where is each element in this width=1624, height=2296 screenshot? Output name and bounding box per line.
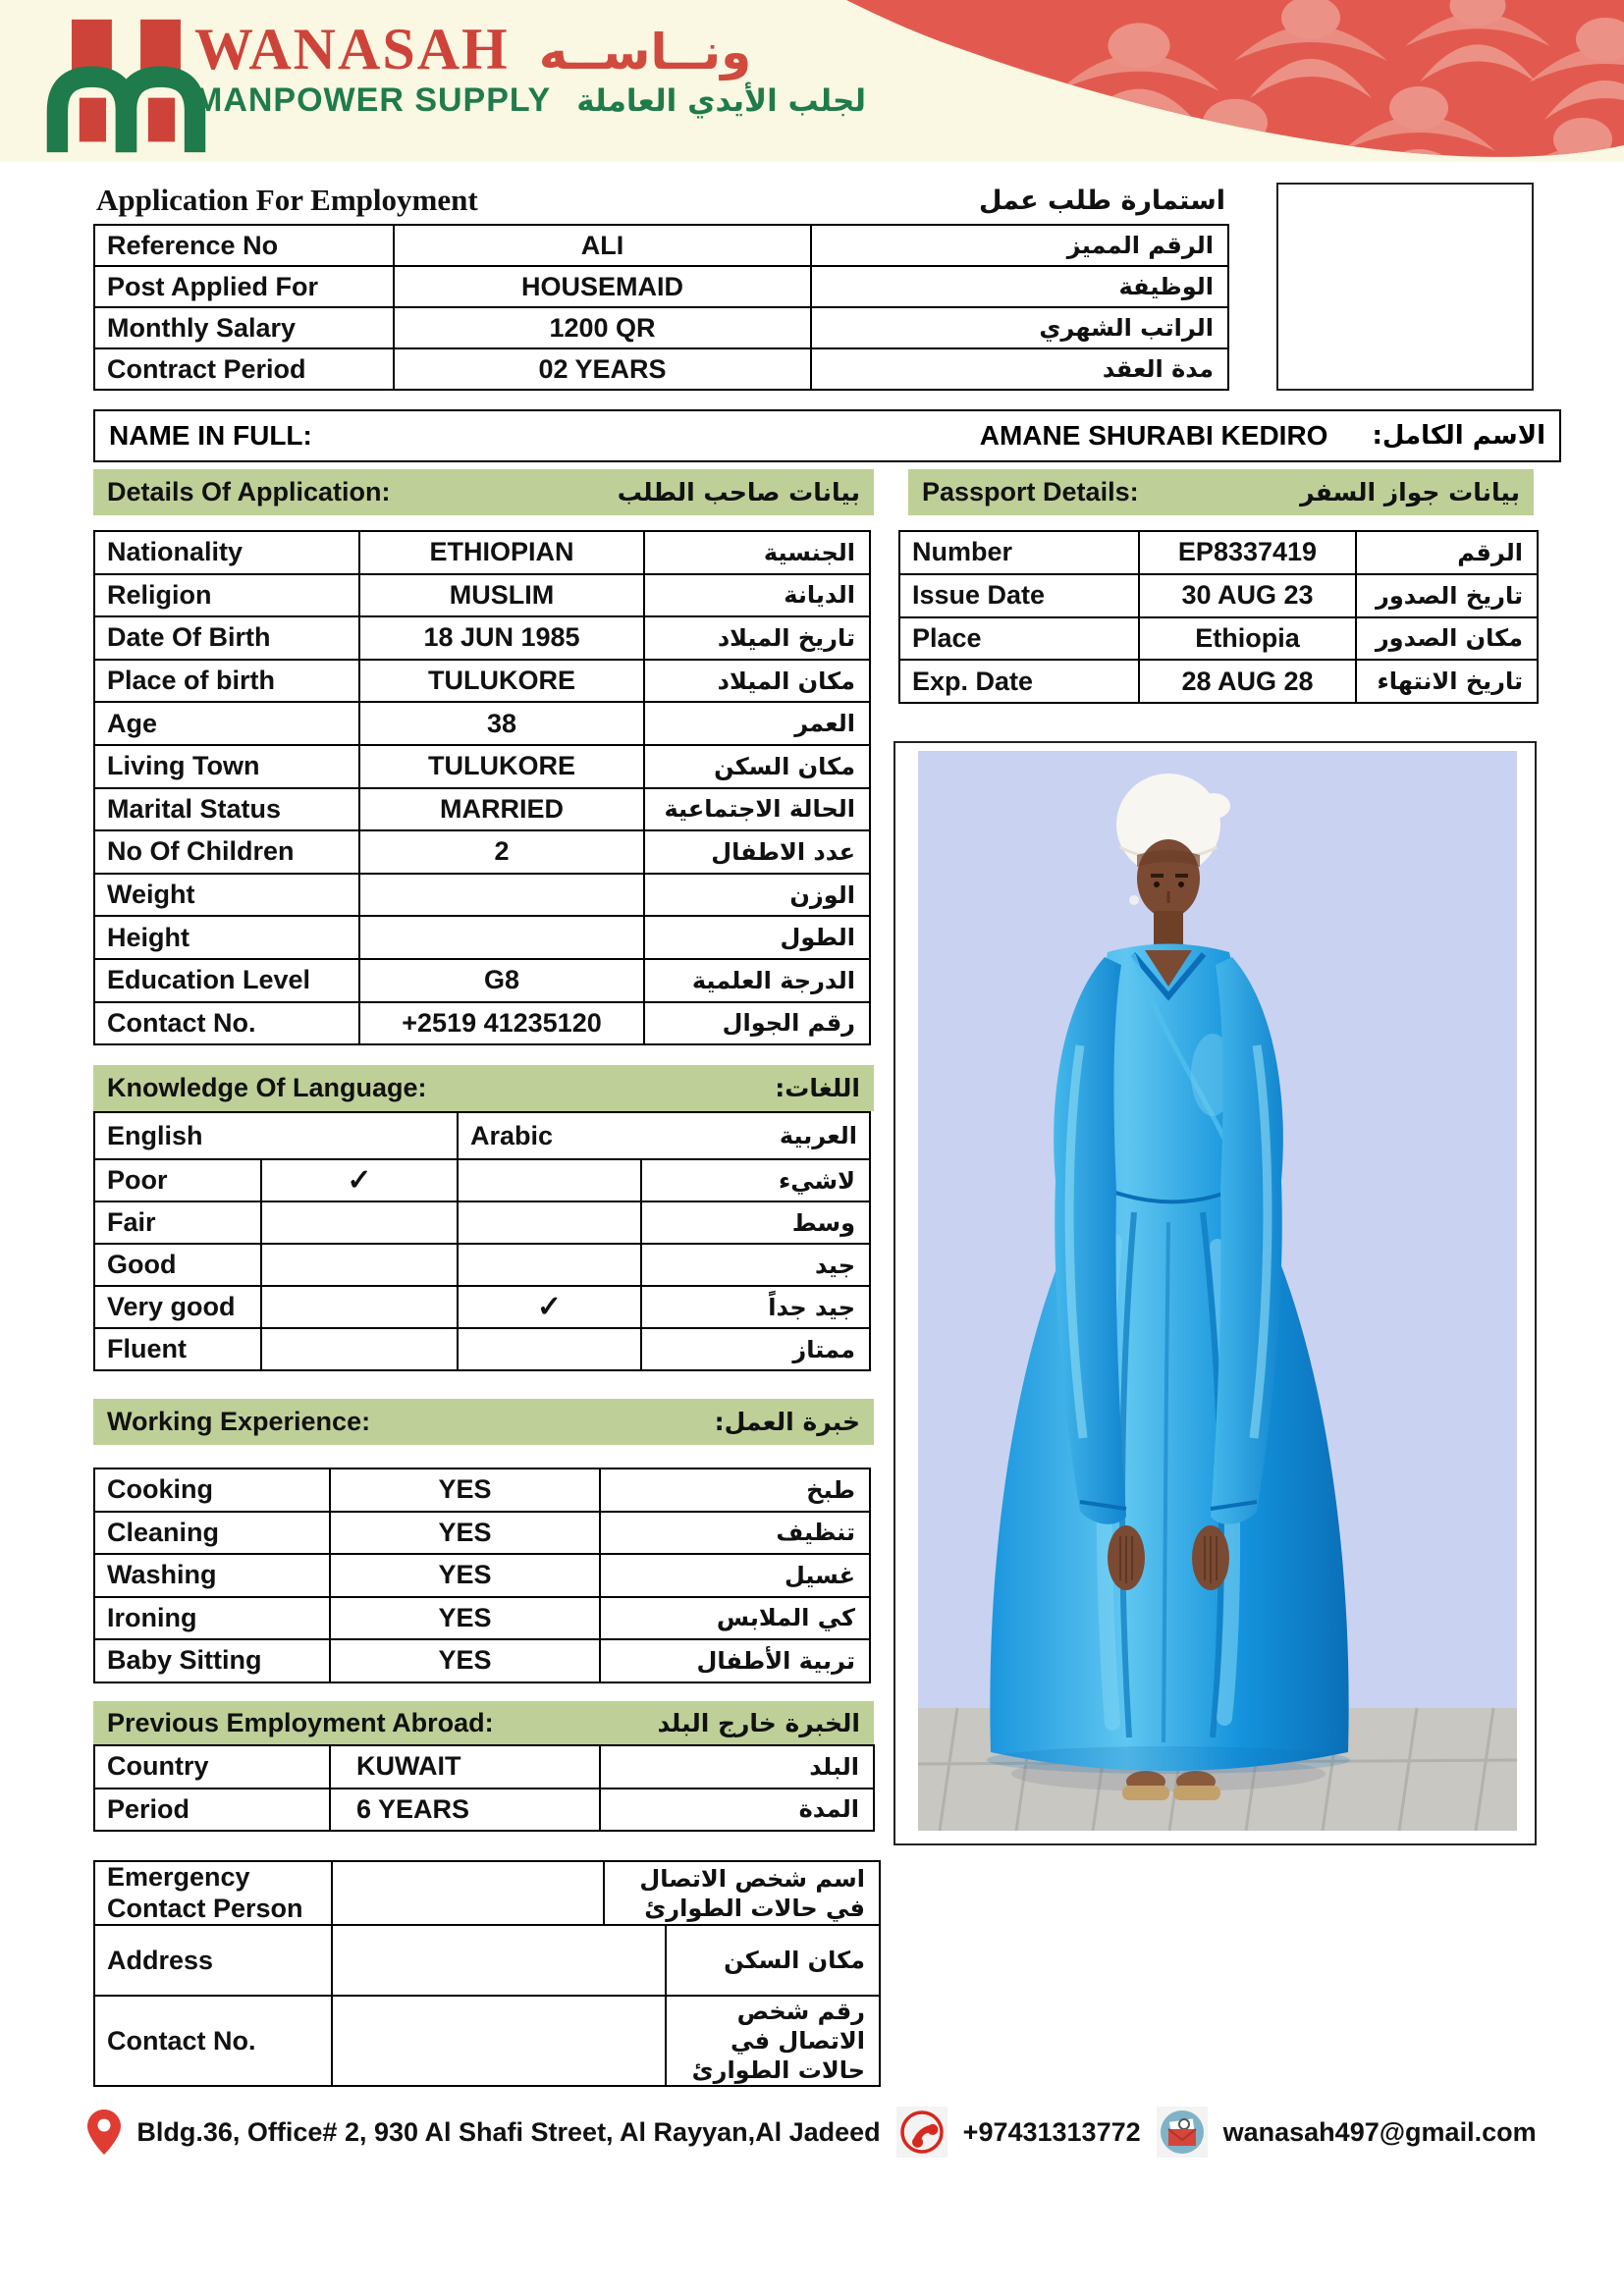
brand-block — [194, 17, 1176, 120]
level-arabic-cell: وسط — [641, 1201, 870, 1244]
experience-row — [94, 1639, 870, 1682]
name-label-english: NAME IN FULL: — [109, 420, 312, 451]
field-value-cell: EP8337419 — [1139, 531, 1356, 574]
details-row — [94, 745, 870, 788]
experience-section-header — [93, 1399, 874, 1445]
field-label-cell: Monthly Salary — [94, 307, 394, 348]
field-value-cell: ALI — [394, 225, 811, 266]
english-column-header: English — [94, 1112, 458, 1159]
level-label-cell: Poor — [94, 1159, 261, 1201]
level-label-cell: Fluent — [94, 1328, 261, 1370]
details-table — [93, 530, 871, 1045]
experience-row — [94, 1597, 870, 1640]
field-label-cell: Exp. Date — [899, 660, 1139, 703]
previous-header-english: Previous Employment Abroad: — [107, 1707, 494, 1737]
field-label-cell: Number — [899, 531, 1139, 574]
skill-label-cell: Cooking — [94, 1468, 330, 1512]
field-arabic-cell: الرقم المميز — [811, 225, 1228, 266]
field-label-cell: Height — [94, 916, 359, 959]
applicant-photo — [918, 751, 1517, 1831]
details-row — [94, 874, 870, 917]
footer-contact-bar — [0, 2107, 1624, 2158]
language-level-row — [94, 1286, 870, 1328]
field-label-cell: No Of Children — [94, 830, 359, 874]
field-arabic-cell: تاريخ الصدور — [1356, 574, 1538, 617]
form-title-arabic: استمارة طلب عمل — [978, 185, 1225, 216]
details-row — [94, 531, 870, 574]
level-arabic-cell: جيد جداً — [641, 1286, 870, 1328]
photo-placeholder-box — [1276, 183, 1534, 391]
previous-employment-table — [93, 1744, 875, 1832]
experience-row — [94, 1468, 870, 1512]
brand-tagline-english: MANPOWER SUPPLY — [194, 81, 552, 119]
experience-header-arabic: خبرة العمل: — [714, 1408, 860, 1436]
passport-header-arabic: بيانات جواز السفر — [1300, 478, 1520, 507]
skill-arabic-cell: غسيل — [600, 1554, 870, 1597]
details-row — [94, 616, 870, 660]
field-value-cell — [332, 1996, 666, 2086]
level-label-cell: Good — [94, 1244, 261, 1286]
application-row — [94, 348, 1228, 390]
language-level-row — [94, 1328, 870, 1370]
field-arabic-cell: رقم شخص الاتصال في حالات الطوارئ — [666, 1996, 880, 2086]
level-arabic-cell: لاشيء — [641, 1159, 870, 1201]
english-checkmark-cell — [261, 1244, 458, 1286]
arabic-checkmark-cell — [458, 1328, 641, 1370]
field-arabic-cell: رقم الجوال — [644, 1002, 870, 1045]
field-label-cell: Place — [899, 617, 1139, 661]
details-header-arabic: بيانات صاحب الطلب — [617, 478, 860, 507]
previous-header-arabic: الخبرة خارج البلد — [657, 1708, 860, 1737]
details-row — [94, 788, 870, 831]
address-row — [94, 1925, 880, 1996]
field-label-cell: Period — [94, 1789, 330, 1832]
field-arabic-cell: الرقم — [1356, 531, 1538, 574]
level-arabic-cell: ممتاز — [641, 1328, 870, 1370]
skill-arabic-cell: كي الملابس — [600, 1597, 870, 1640]
field-value-cell: ETHIOPIAN — [359, 531, 644, 574]
field-label-cell: Post Applied For — [94, 266, 394, 307]
english-checkmark-cell: ✓ — [261, 1159, 458, 1201]
passport-row — [899, 574, 1538, 617]
skill-label-cell: Ironing — [94, 1597, 330, 1640]
experience-table — [93, 1468, 871, 1683]
field-label-cell: Nationality — [94, 531, 359, 574]
skill-label-cell: Cleaning — [94, 1512, 330, 1555]
field-value-cell — [332, 1861, 604, 1925]
field-label-cell: Weight — [94, 874, 359, 917]
languages-header-english: Knowledge Of Language: — [107, 1073, 427, 1102]
arabic-checkmark-cell — [458, 1201, 641, 1244]
level-label-cell: Fair — [94, 1201, 261, 1244]
field-arabic-cell: مدة العقد — [811, 348, 1228, 390]
experience-row — [94, 1554, 870, 1597]
arabic-column-label-english: Arabic — [470, 1120, 554, 1150]
details-row — [94, 959, 870, 1002]
skill-arabic-cell: تنظيف — [600, 1512, 870, 1555]
field-label-cell: Age — [94, 702, 359, 745]
field-arabic-cell: مكان السكن — [644, 745, 870, 788]
details-row — [94, 916, 870, 959]
field-arabic-cell: الجنسية — [644, 531, 870, 574]
passport-header-english: Passport Details: — [922, 477, 1139, 507]
languages-table — [93, 1111, 871, 1371]
field-label-cell: Religion — [94, 574, 359, 617]
field-value-cell: 18 JUN 1985 — [359, 616, 644, 660]
field-value-cell: 6 YEARS — [330, 1789, 600, 1832]
english-checkmark-cell — [261, 1286, 458, 1328]
field-label-cell: Reference No — [94, 225, 394, 266]
previous-employment-row — [94, 1745, 874, 1789]
field-arabic-cell: مكان الصدور — [1356, 617, 1538, 661]
arabic-column-header — [458, 1112, 870, 1159]
field-label-cell: Living Town — [94, 745, 359, 788]
field-value-cell: KUWAIT — [330, 1745, 600, 1789]
field-label-cell: Marital Status — [94, 788, 359, 831]
field-value-cell: 02 YEARS — [394, 348, 811, 390]
skill-value-cell: YES — [330, 1512, 600, 1555]
emergency-person-row — [94, 1861, 880, 1925]
level-arabic-cell: جيد — [641, 1244, 870, 1286]
wanasah-logo-icon — [37, 14, 214, 156]
field-label-cell: Country — [94, 1745, 330, 1789]
field-value-cell: TULUKORE — [359, 745, 644, 788]
field-arabic-cell: العمر — [644, 702, 870, 745]
previous-employment-section-header — [93, 1701, 874, 1744]
field-value-cell: 28 AUG 28 — [1139, 660, 1356, 703]
skill-value-cell: YES — [330, 1639, 600, 1682]
passport-row — [899, 660, 1538, 703]
field-arabic-cell: الطول — [644, 916, 870, 959]
skill-value-cell: YES — [330, 1554, 600, 1597]
field-arabic-cell: تاريخ الانتهاء — [1356, 660, 1538, 703]
arabic-column-label-arabic: العربية — [779, 1122, 857, 1149]
emergency-contact-table — [93, 1860, 881, 1926]
language-level-row — [94, 1201, 870, 1244]
experience-header-english: Working Experience: — [107, 1407, 371, 1436]
field-value-cell: Ethiopia — [1139, 617, 1356, 661]
field-label-cell: Contract Period — [94, 348, 394, 390]
languages-header-arabic: اللغات: — [775, 1074, 860, 1102]
skill-value-cell: YES — [330, 1597, 600, 1640]
language-level-row — [94, 1244, 870, 1286]
details-row — [94, 1002, 870, 1045]
application-row — [94, 266, 1228, 307]
field-value-cell: TULUKORE — [359, 660, 644, 703]
brand-name-arabic: ونــاســه — [538, 24, 752, 80]
field-value-cell: +2519 41235120 — [359, 1002, 644, 1045]
previous-employment-row — [94, 1789, 874, 1832]
field-label-cell: Education Level — [94, 959, 359, 1002]
field-arabic-cell: المدة — [600, 1789, 874, 1832]
skill-value-cell: YES — [330, 1468, 600, 1512]
skill-label-cell: Washing — [94, 1554, 330, 1597]
passport-section-header — [908, 469, 1534, 515]
passport-row — [899, 531, 1538, 574]
details-row — [94, 660, 870, 703]
field-value-cell: 30 AUG 23 — [1139, 574, 1356, 617]
contact-number-row — [94, 1996, 880, 2086]
field-value-cell — [332, 1925, 666, 1996]
details-row — [94, 830, 870, 874]
office-address: Bldg.36, Office# 2, 930 Al Shafi Street, Al Rayyan,Al Jadeed — [136, 2116, 881, 2147]
name-label-arabic: الاسم الكامل: — [1372, 421, 1545, 451]
details-section-header — [93, 469, 874, 515]
field-value-cell — [359, 916, 644, 959]
skill-arabic-cell: طبخ — [600, 1468, 870, 1512]
field-label-cell: Contact No. — [94, 1002, 359, 1045]
passport-row — [899, 617, 1538, 661]
english-checkmark-cell — [261, 1201, 458, 1244]
application-summary-table — [93, 224, 1229, 391]
field-arabic-cell: الوظيفة — [811, 266, 1228, 307]
field-value-cell: MUSLIM — [359, 574, 644, 617]
skill-arabic-cell: تربية الأطفال — [600, 1639, 870, 1682]
field-arabic-cell: الراتب الشهري — [811, 307, 1228, 348]
level-label-cell: Very good — [94, 1286, 261, 1328]
form-title-row — [96, 183, 1225, 218]
field-arabic-cell: مكان السكن — [666, 1925, 880, 1996]
email-icon — [1157, 2107, 1208, 2158]
field-value-cell: HOUSEMAID — [394, 266, 811, 307]
details-header-english: Details Of Application: — [107, 477, 391, 507]
field-label-cell: Date Of Birth — [94, 616, 359, 660]
phone-icon — [896, 2107, 947, 2158]
emergency-address-table — [93, 1924, 881, 2087]
experience-row — [94, 1512, 870, 1555]
field-arabic-cell: الديانة — [644, 574, 870, 617]
field-arabic-cell: مكان الميلاد — [644, 660, 870, 703]
brand-name-english: WANASAH — [194, 17, 510, 81]
field-label-cell: Issue Date — [899, 574, 1139, 617]
full-name-value: AMANE SHURABI KEDIRO — [979, 420, 1328, 451]
map-pin-icon — [87, 2109, 121, 2155]
field-arabic-cell: الدرجة العلمية — [644, 959, 870, 1002]
field-arabic-cell: الوزن — [644, 874, 870, 917]
phone-number: +97431313772 — [962, 2116, 1141, 2147]
details-row — [94, 702, 870, 745]
email-address: wanasah497@gmail.com — [1222, 2116, 1537, 2147]
arabic-checkmark-cell — [458, 1159, 641, 1201]
application-row — [94, 225, 1228, 266]
english-checkmark-cell — [261, 1328, 458, 1370]
field-label-cell: Contact No. — [94, 1996, 332, 2086]
field-value-cell: 1200 QR — [394, 307, 811, 348]
field-value-cell: G8 — [359, 959, 644, 1002]
field-value-cell: 2 — [359, 830, 644, 874]
details-row — [94, 574, 870, 617]
full-name-row — [93, 409, 1561, 462]
field-label-cell: Emergency Contact Person — [94, 1861, 332, 1925]
language-level-row — [94, 1159, 870, 1201]
field-label-cell: Address — [94, 1925, 332, 1996]
field-arabic-cell: عدد الاطفال — [644, 830, 870, 874]
field-label-cell: Place of birth — [94, 660, 359, 703]
arabic-checkmark-cell — [458, 1244, 641, 1286]
field-value-cell: 38 — [359, 702, 644, 745]
field-value-cell — [359, 874, 644, 917]
passport-table — [898, 530, 1539, 704]
skill-label-cell: Baby Sitting — [94, 1639, 330, 1682]
application-row — [94, 307, 1228, 348]
field-arabic-cell: اسم شخص الاتصال في حالات الطوارئ — [604, 1861, 880, 1925]
form-title-english: Application For Employment — [96, 183, 478, 217]
brand-tagline-arabic: لجلب الأيدي العاملة — [576, 83, 866, 119]
field-arabic-cell: الحالة الاجتماعية — [644, 788, 870, 831]
field-arabic-cell: تاريخ الميلاد — [644, 616, 870, 660]
field-arabic-cell: البلد — [600, 1745, 874, 1789]
languages-header-row — [94, 1112, 870, 1159]
arabic-checkmark-cell: ✓ — [458, 1286, 641, 1328]
field-value-cell: MARRIED — [359, 788, 644, 831]
languages-section-header — [93, 1065, 874, 1111]
